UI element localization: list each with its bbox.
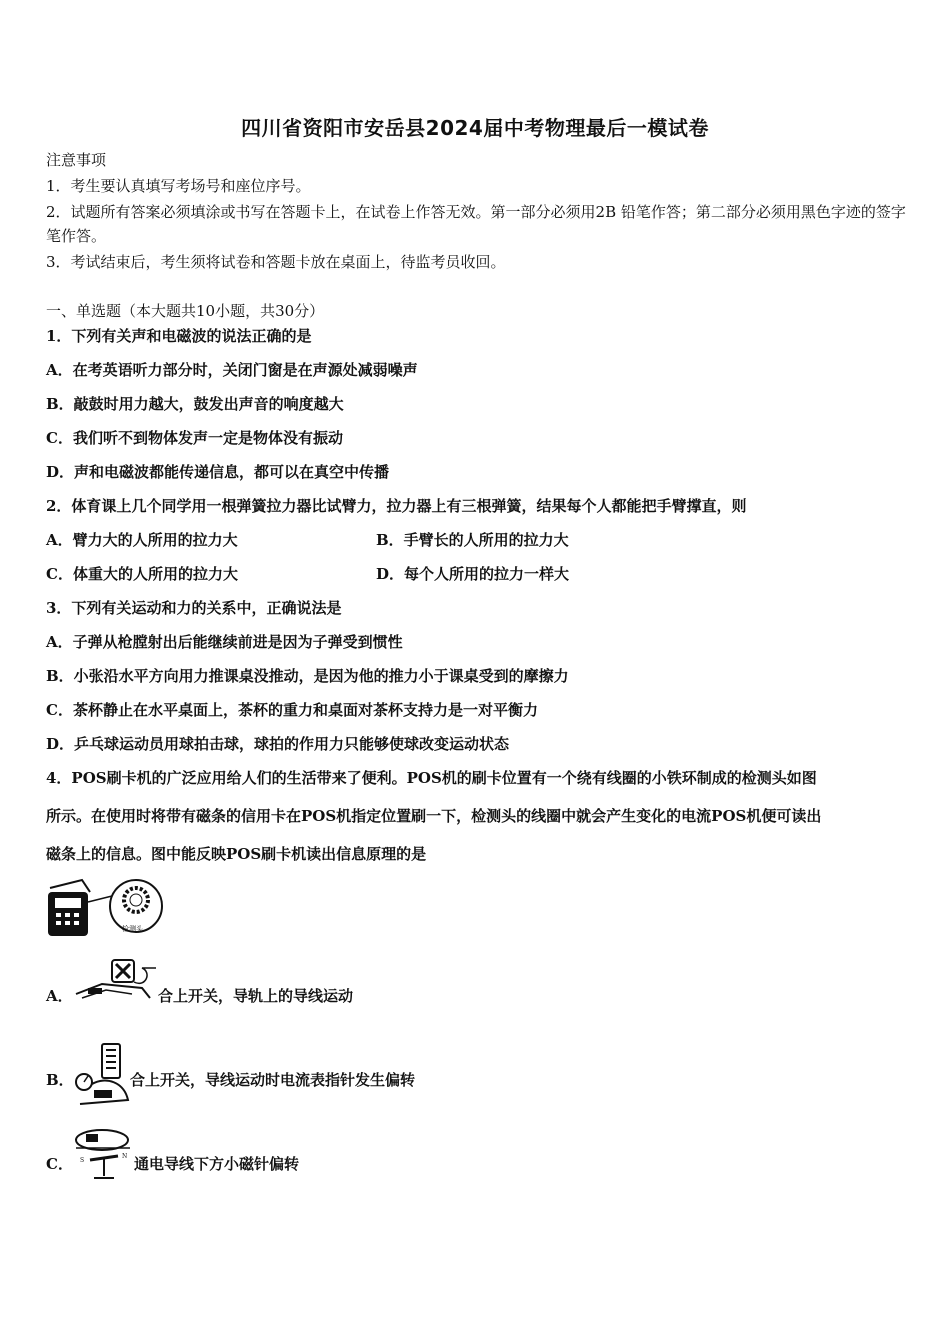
- question-stem: 2．体育课上几个同学用一根弹簧拉力器比试臂力，拉力器上有三根弹簧，结果每个人都能把手臂撑直，则: [46, 497, 747, 515]
- notice-item: 2．试题所有答案必须填涂或书写在答题卡上，在试卷上作答无效。第一部分必须用2B 铅笔作答；第二部分必须用黑色字迹的签字笔作答。: [46, 203, 906, 245]
- option-a: A．子弹从枪膛射出后能继续前进是因为子弹受到惯性: [46, 633, 403, 651]
- option-b: B．手臂长的人所用的拉力大: [376, 531, 569, 549]
- option-b-letter: B．: [46, 1071, 74, 1089]
- notice-item: 3．考试结束后，考生须将试卷和答题卡放在桌面上，待监考员收回。: [46, 253, 506, 271]
- option-d: D．乒乓球运动员用球拍击球，球拍的作用力只能够使球改变运动状态: [46, 735, 510, 753]
- question-stem: 磁条上的信息。图中能反映POS刷卡机读出信息原理的是: [46, 845, 427, 863]
- option-c: C．体重大的人所用的拉力大: [46, 565, 238, 583]
- page-title: 四川省资阳市安岳县2024届中考物理最后一模试卷: [241, 116, 709, 140]
- question-stem: 1．下列有关声和电磁波的说法正确的是: [46, 327, 312, 345]
- figure-label: 检测头: [122, 925, 143, 933]
- notice-item: 1．考生要认真填写考场号和座位序号。: [46, 177, 311, 195]
- svg-text:N: N: [122, 1153, 128, 1160]
- option-c-letter: C．: [46, 1155, 73, 1173]
- svg-text:S: S: [80, 1157, 85, 1164]
- option-c: C．我们听不到物体发声一定是物体没有振动: [46, 429, 343, 447]
- question-stem: 所示。在使用时将带有磁条的信用卡在POS机指定位置刷一下，检测头的线圈中就会产生变化的电流POS机便可读出: [46, 807, 822, 825]
- section-heading: 一、单选题（本大题共10小题，共30分）: [46, 302, 325, 320]
- question-stem: 4．POS刷卡机的广泛应用给人们的生活带来了便利。POS机的刷卡位置有一个绕有线圈的小铁环制成的检测头如图: [46, 769, 817, 787]
- question-stem: 3．下列有关运动和力的关系中，正确说法是: [46, 599, 342, 617]
- option-a: A．臂力大的人所用的拉力大: [46, 531, 238, 549]
- option-c-text: 通电导线下方小磁针偏转: [134, 1155, 300, 1173]
- notice-heading: 注意事项: [46, 151, 107, 169]
- oersted-experiment-figure: [72, 1126, 134, 1182]
- moving-conductor-figure: [72, 1042, 132, 1110]
- pos-detector-figure: [46, 876, 166, 942]
- option-b-text: 合上开关，导线运动时电流表指针发生偏转: [130, 1071, 416, 1089]
- option-a-letter: A．: [46, 987, 73, 1005]
- option-a-text: 合上开关，导轨上的导线运动: [158, 987, 354, 1005]
- option-c: C．茶杯静止在水平桌面上，茶杯的重力和桌面对茶杯支持力是一对平衡力: [46, 701, 538, 719]
- option-d: D．每个人所用的拉力一样大: [376, 565, 570, 583]
- option-b: B．小张沿水平方向用力推课桌没推动，是因为他的推力小于课桌受到的摩擦力: [46, 667, 569, 685]
- option-a: A．在考英语听力部分时，关闭门窗是在声源处减弱噪声: [46, 361, 418, 379]
- option-b: B．敲鼓时用力越大，鼓发出声音的响度越大: [46, 395, 344, 413]
- rail-conductor-figure: [72, 958, 158, 1008]
- option-d: D．声和电磁波都能传递信息，都可以在真空中传播: [46, 463, 390, 481]
